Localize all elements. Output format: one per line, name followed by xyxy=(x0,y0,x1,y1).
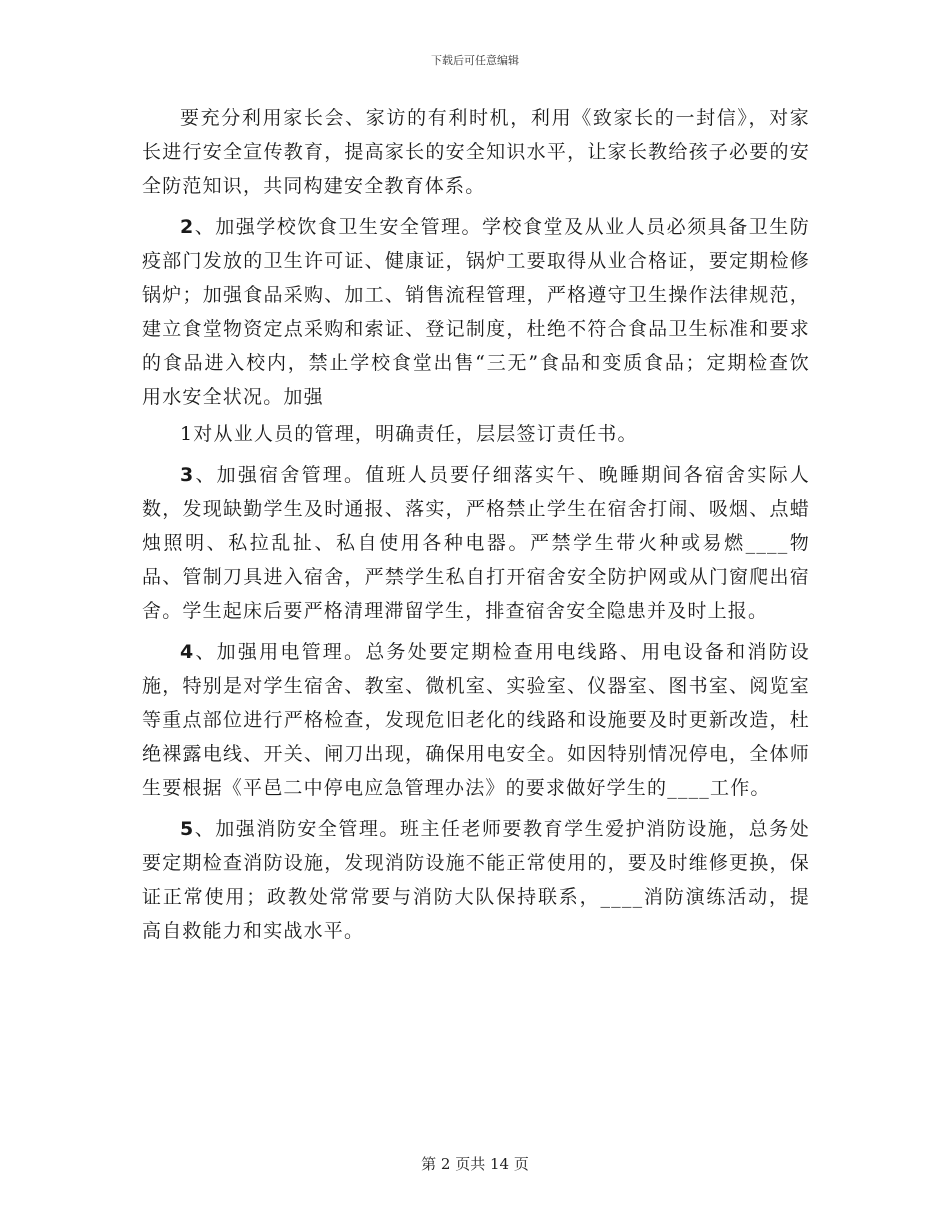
paragraph-text: 要充分利用家长会、家访的有利时机，利用《致家长的一封信》，对家长进行安全宣传教育，提高家长的安全知识水平，让家长教给孩子必要的安全防范知识，共同构建安全教育体系。 xyxy=(142,107,810,197)
paragraph-parent-communication xyxy=(142,101,810,203)
paragraph-text: 、加强宿舍管理。值班人员要仔细落实午、晚睡期间各宿舍实际人数，发现缺勤学生及时通报、落实，严格禁止学生在宿舍打闹、吸烟、点蜡烛照明、私拉乱扯、私自使用各种电器。严禁学生带火种或易燃____物品、管制刀具进入宿舍，严禁学生私自打开宿舍安全防护网或从门窗爬出宿舍。学生起床后要严格清理滞留学生，排查宿舍安全隐患并及时上报。 xyxy=(142,464,810,622)
paragraph-text: 、加强消防安全管理。班主任老师要教育学生爱护消防设施，总务处要定期检查消防设施，发现消防设施不能正常使用的，要及时维修更换，保证正常使用；政教处常常要与消防大队保持联系，____消防演练活动，提高自救能力和实战水平。 xyxy=(142,818,810,942)
paragraph-text: 1对从业人员的管理，明确责任，层层签订责任书。 xyxy=(180,423,638,445)
item-number: 2 xyxy=(180,216,195,238)
paragraph-electricity xyxy=(142,635,810,805)
paragraph-food-safety xyxy=(142,210,810,414)
item-number: 3 xyxy=(180,464,195,486)
paragraph-staff-management xyxy=(142,417,810,451)
page-footer: 第 2 页共 14 页 xyxy=(421,1155,529,1173)
item-number: 4 xyxy=(180,641,195,663)
paragraph-dormitory xyxy=(142,458,810,628)
item-number: 5 xyxy=(180,818,195,840)
paragraph-fire-safety xyxy=(142,812,810,948)
paragraph-text: 、加强用电管理。总务处要定期检查用电线路、用电设备和消防设施，特别是对学生宿舍、教室、微机室、实验室、仪器室、图书室、阅览室等重点部位进行严格检查，发现危旧老化的线路和设施要及时更新改造，杜绝裸露电线、开关、闸刀出现，确保用电安全。如因特别情况停电，全体师生要根据《平邑二中停电应急管理办法》的要求做好学生的____工作。 xyxy=(142,641,810,799)
paragraph-text: 、加强学校饮食卫生安全管理。学校食堂及从业人员必须具备卫生防疫部门发放的卫生许可证、健康证，锅炉工要取得从业合格证，要定期检修锅炉；加强食品采购、加工、销售流程管理，严格遵守卫生操作法律规范，建立食堂物资定点采购和索证、登记制度，杜绝不符合食品卫生标准和要求的食品进入校内，禁止学校食堂出售“三无”食品和变质食品；定期检查饮用水安全状况。加强 xyxy=(142,216,810,408)
document-body xyxy=(142,101,810,955)
page-header: 下载后可任意编辑 xyxy=(431,54,519,67)
